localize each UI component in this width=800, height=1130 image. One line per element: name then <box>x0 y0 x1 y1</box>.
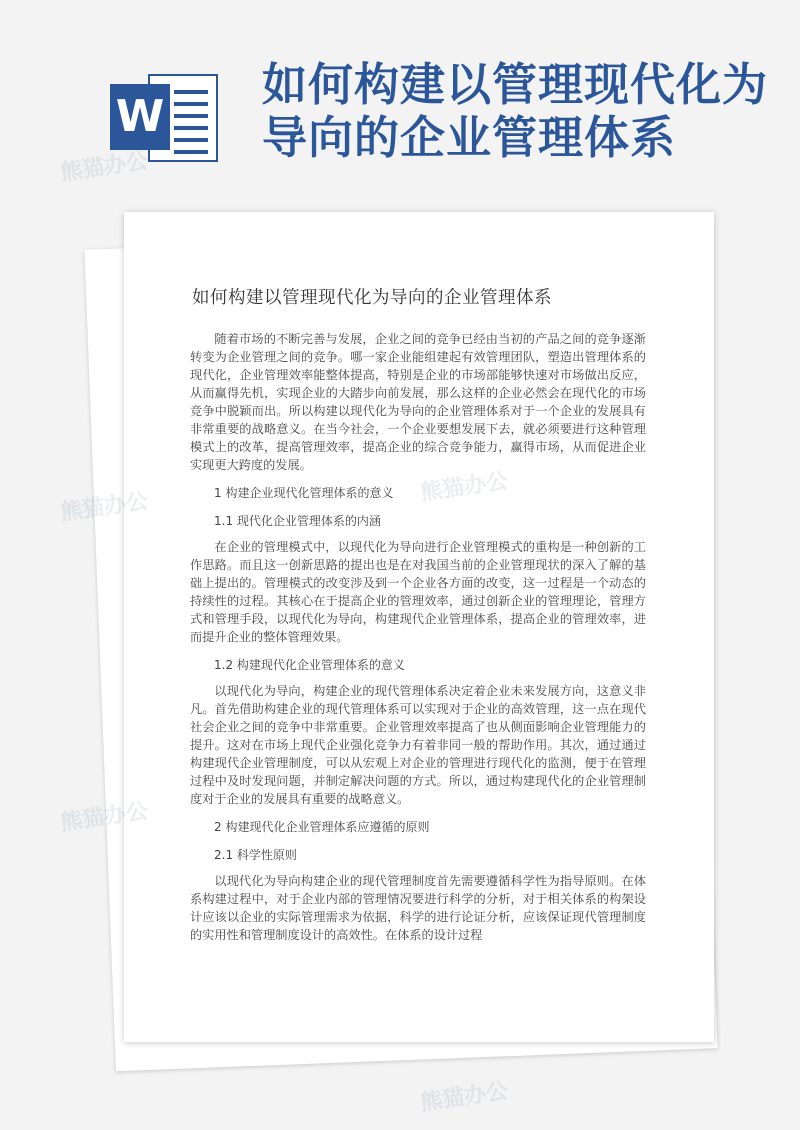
section-heading: 1.2 构建现代化企业管理体系的意义 <box>214 658 405 672</box>
section-heading: 2.1 科学性原则 <box>214 848 297 862</box>
watermark: 熊猫办公 <box>58 798 150 836</box>
paragraph: 以现代化为导向构建企业的现代管理制度首先需要遵循科学性为指导原则。在体系构建过程中，对于企业内部的管理情况要进行科学的分析，对于相关体系的构架设计应该以企业的实际管理需求为依据，科学的进行论证分析，应该保证现代管理制度的实用性和管理制度设计的高效性。在体系的设计过程 <box>190 874 646 942</box>
paragraph: 随着市场的不断完善与发展，企业之间的竞争已经由当初的产品之间的竞争逐渐转变为企业管理之间的竞争。哪一家企业能组建起有效管理团队，塑造出管理体系的现代化，企业管理效率能整体提高，特别是企业的市场部能够快速对市场做出反应，从而赢得先机，实现企业的大踏步向前发展，那么这样的企业必然会在现代化的市场竞争中脱颖而出。所以构建以现代化为导向的企业管理体系对于一个企业的发展具有非常重要的战略意义。在当今社会，一个企业要想发展下去，就必须要进行这种管理模式上的改革，提高管理效率，提高企业的综合竞争能力，赢得市场，从而促进企业实现更大跨度的发展。 <box>190 332 646 472</box>
word-logo-letter: W <box>110 84 170 150</box>
word-document-icon <box>110 72 220 164</box>
document-body <box>190 330 646 944</box>
section-heading: 1.1 现代化企业管理体系的内涵 <box>214 514 381 528</box>
paragraph: 在企业的管理模式中，以现代化为导向进行企业管理模式的重构是一种创新的工作思路。而且这一创新思路的提出也是在对我国当前的企业管理现状的深入了解的基础上提出的。管理模式的改变涉及到一个企业各方面的改变，这一过程是一个动态的持续性的过程。其核心在于提高企业的管理效率，通过创新企业的管理理论，管理方式和管理手段，以现代化为导向，构建现代企业管理体系，提高企业的管理效率，进而提升企业的整体管理效果。 <box>190 540 646 644</box>
banner-title: 如何构建以管理现代化为导向的企业管理体系 <box>262 58 769 164</box>
paragraph: 以现代化为导向，构建企业的现代管理体系决定着企业未来发展方向，这意义非凡。首先借助构建企业的现代管理体系可以实现对于企业的高效管理，这一点在现代社会企业之间的竞争中非常重要。企业管理效率提高了也从侧面影响企业管理能力的提升。这对在市场上现代企业强化竞争力有着非同一般的帮助作用。其次，通过通过构建现代企业管理制度，可以从宏观上对企业的管理进行现代化的监测，便于在管理过程中及时发现问题，并制定解决问题的方式。所以，通过构建现代化的企业管理制度对于企业的发展具有重要的战略意义。 <box>190 684 646 806</box>
document-page <box>124 212 714 1042</box>
banner <box>0 0 800 200</box>
document-title: 如何构建以管理现代化为导向的企业管理体系 <box>192 288 552 308</box>
section-heading: 2 构建现代化企业管理体系应遵循的原则 <box>214 820 430 834</box>
section-heading: 1 构建企业现代化管理体系的意义 <box>214 486 394 500</box>
watermark: 熊猫办公 <box>58 148 150 186</box>
watermark: 熊猫办公 <box>418 1078 510 1116</box>
